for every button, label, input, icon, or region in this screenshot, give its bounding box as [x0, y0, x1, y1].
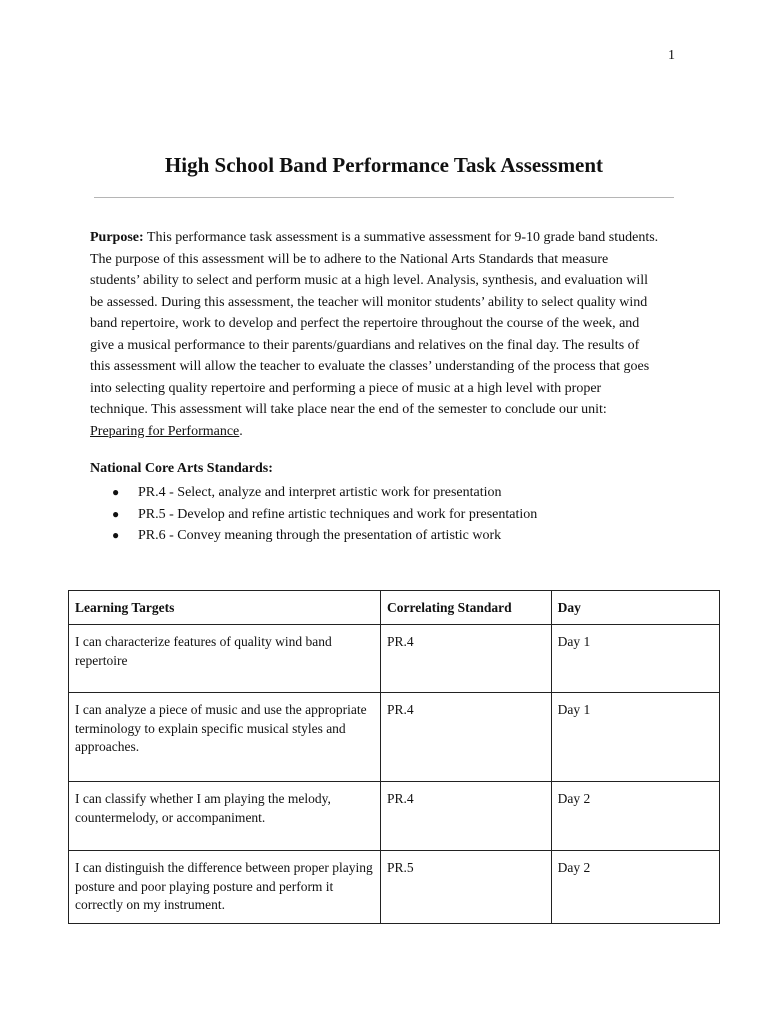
standards-list	[112, 482, 537, 547]
standard-item	[112, 525, 537, 547]
cell-target: I can distinguish the difference between proper playing posture and poor playing posture and perform it correctly on my instrument.	[69, 851, 381, 924]
table-header-row	[69, 591, 720, 625]
cell-standard: PR.4	[381, 782, 552, 851]
standard-text: PR.4 - Select, analyze and interpret artistic work for presentation	[138, 485, 502, 500]
cell-target: I can classify whether I am playing the melody, countermelody, or accompaniment.	[69, 782, 381, 851]
purpose-end: .	[239, 423, 243, 439]
header-correlating-standard: Correlating Standard	[381, 591, 552, 625]
cell-target: I can characterize features of quality wind band repertoire	[69, 625, 381, 693]
page-number: 1	[668, 48, 675, 63]
table-row	[69, 782, 720, 851]
table-row	[69, 851, 720, 924]
purpose-text: This performance task assessment is a summative assessment for 9-10 grade band students. The purpose of this assessment will be to adhere to the National Arts Standards that measure students’ ability to select and perform music at a high level. Analysis, synthesis, and evaluation will be assessed. During this assessment, the teacher will monitor students’ ability to select quality wind band repertoire, work to develop and perfect the repertoire throughout the course of the week, and give a musical performance to their parents/guardians and relatives on the final day. The results of this assessment will allow the teacher to evaluate the classes’ understanding of the process that goes into selecting quality repertoire and performing a piece of music at a high level with proper technique. This assessment will take place near the end of the semester to conclude our unit:	[90, 230, 659, 417]
cell-standard: PR.4	[381, 693, 552, 782]
cell-day: Day 1	[551, 693, 719, 782]
document-title: High School Band Performance Task Assessment	[164, 153, 604, 177]
cell-day: Day 1	[551, 625, 719, 693]
bullet-icon: ●	[112, 485, 120, 499]
cell-standard: PR.4	[381, 625, 552, 693]
title-divider	[94, 197, 674, 198]
cell-standard: PR.5	[381, 851, 552, 924]
standard-item	[112, 482, 537, 504]
learning-targets-table	[68, 590, 720, 924]
purpose-label: Purpose:	[90, 230, 144, 245]
cell-target: I can analyze a piece of music and use the appropriate terminology to explain specific musical styles and approaches.	[69, 693, 381, 782]
standard-text: PR.5 - Develop and refine artistic techniques and work for presentation	[138, 506, 538, 522]
purpose-paragraph	[90, 227, 660, 442]
standards-heading: National Core Arts Standards:	[90, 461, 273, 476]
table-row	[69, 693, 720, 782]
standard-item	[112, 504, 537, 526]
cell-day: Day 2	[551, 851, 719, 924]
table-row	[69, 625, 720, 693]
bullet-icon: ●	[112, 506, 120, 521]
standard-text: PR.6 - Convey meaning through the presentation of artistic work	[138, 528, 502, 543]
unit-name: Preparing for Performance	[90, 423, 240, 439]
header-learning-targets: Learning Targets	[69, 591, 381, 625]
header-day: Day	[551, 591, 719, 625]
bullet-icon: ●	[112, 528, 120, 542]
cell-day: Day 2	[551, 782, 719, 851]
